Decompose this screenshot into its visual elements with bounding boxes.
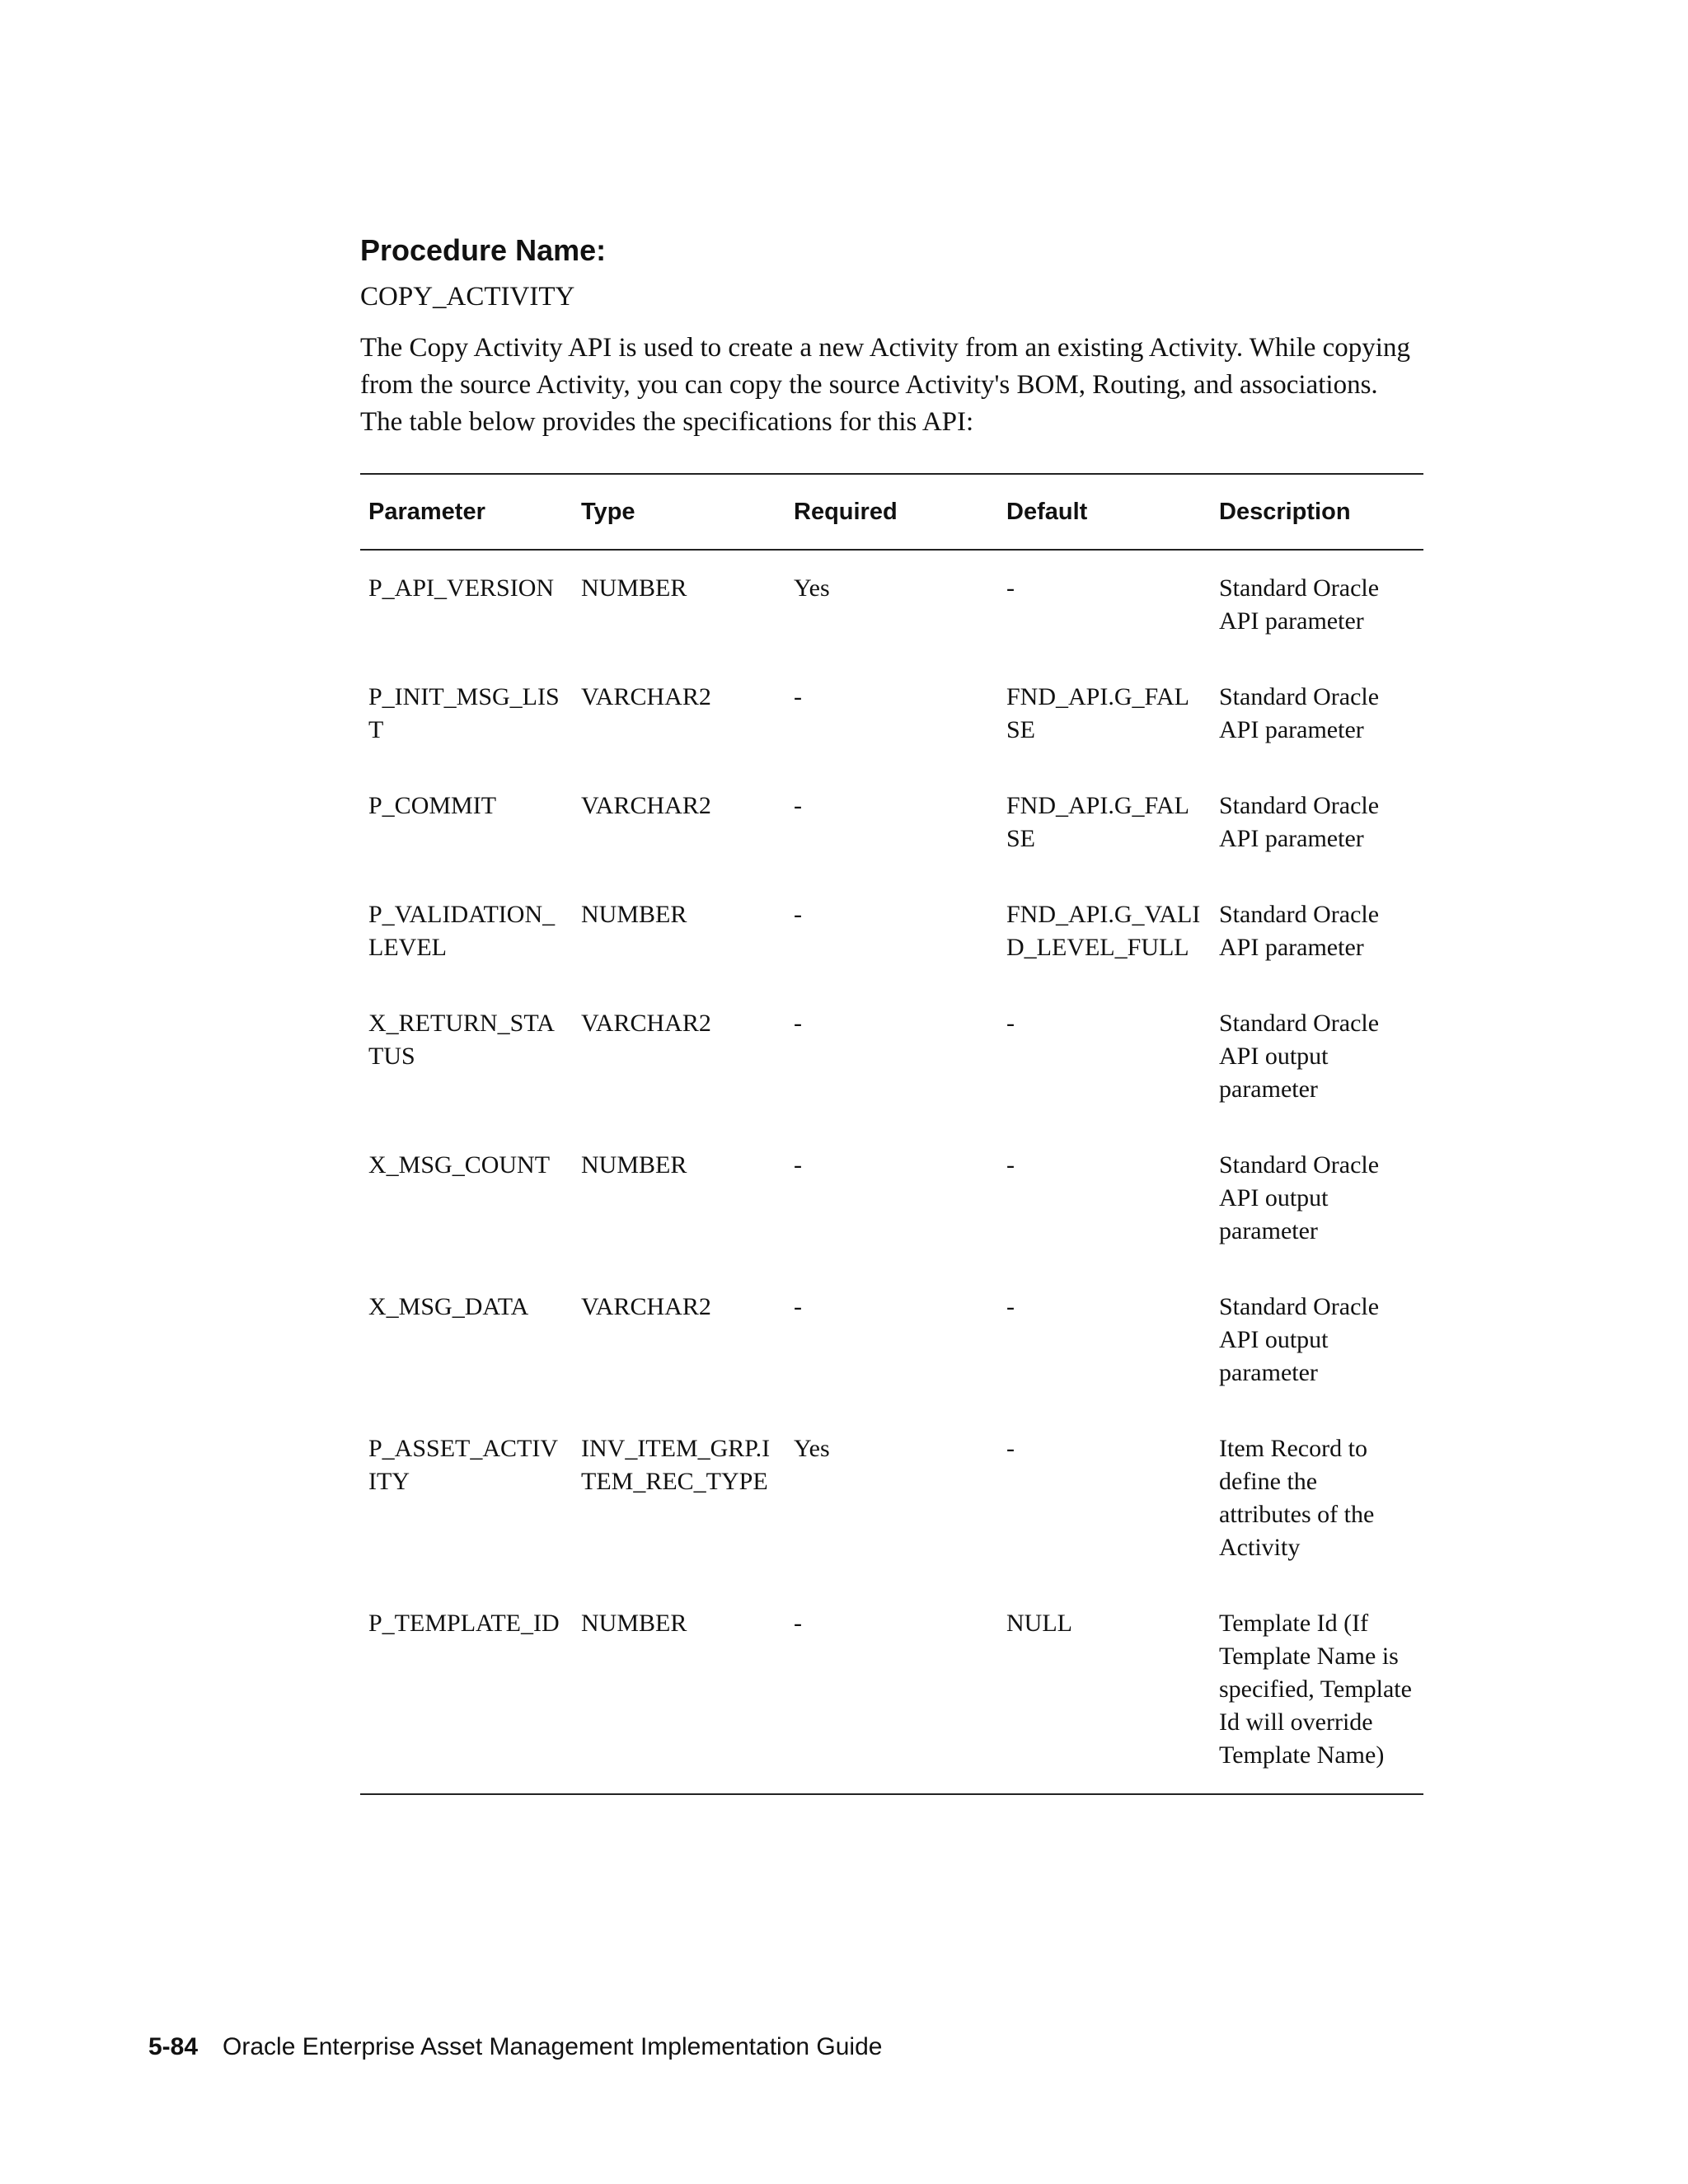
guide-title: Oracle Enterprise Asset Management Implementation Guide — [223, 2033, 883, 2060]
cell-parameter: P_ASSET_ACTIVITY — [368, 1435, 559, 1495]
cell-type: VARCHAR2 — [581, 683, 711, 710]
cell-description: Item Record to define the attributes of the Activity — [1219, 1435, 1375, 1561]
table-header-row — [360, 474, 1423, 550]
cell-type: VARCHAR2 — [581, 1293, 711, 1320]
table-row — [360, 986, 1423, 1127]
cell-parameter: P_INIT_MSG_LIST — [368, 683, 560, 743]
cell-parameter: P_TEMPLATE_ID — [368, 1610, 560, 1637]
table-row — [360, 659, 1423, 768]
header-description: Description — [1219, 498, 1351, 525]
cell-default: - — [1006, 1010, 1015, 1037]
cell-type: NUMBER — [581, 574, 687, 602]
cell-parameter: P_API_VERSION — [368, 574, 555, 602]
cell-description: Standard Oracle API parameter — [1219, 792, 1380, 852]
table-row — [360, 877, 1423, 986]
header-type: Type — [581, 498, 635, 525]
cell-required: - — [794, 1293, 802, 1320]
cell-parameter: X_MSG_DATA — [368, 1293, 529, 1320]
cell-description: Standard Oracle API output parameter — [1219, 1010, 1380, 1103]
cell-required: - — [794, 1010, 802, 1037]
cell-type: NUMBER — [581, 1151, 687, 1179]
cell-description: Standard Oracle API parameter — [1219, 901, 1380, 961]
cell-required: - — [794, 792, 802, 819]
cell-type: NUMBER — [581, 1610, 687, 1637]
api-spec-table — [360, 473, 1423, 1795]
cell-default: NULL — [1006, 1610, 1072, 1637]
cell-default: FND_API.G_FALSE — [1006, 683, 1189, 743]
cell-required: - — [794, 1151, 802, 1179]
cell-description: Standard Oracle API parameter — [1219, 574, 1380, 635]
cell-default: - — [1006, 1151, 1015, 1179]
cell-type: VARCHAR2 — [581, 1010, 711, 1037]
cell-parameter: X_RETURN_STATUS — [368, 1010, 555, 1070]
table-row — [360, 550, 1423, 659]
page-number: 5-84 — [148, 2033, 199, 2060]
cell-parameter: P_VALIDATION_LEVEL — [368, 901, 556, 961]
cell-required: - — [794, 901, 802, 928]
cell-description: Template Id (If Template Name is specified, Template Id will override Template Name) — [1219, 1610, 1412, 1769]
document-body — [360, 232, 1423, 1769]
table-row — [360, 1127, 1423, 1269]
cell-default: - — [1006, 574, 1015, 602]
table-row — [360, 1269, 1423, 1411]
cell-parameter: X_MSG_COUNT — [368, 1151, 551, 1179]
cell-description: Standard Oracle API output parameter — [1219, 1151, 1380, 1244]
cell-type: VARCHAR2 — [581, 792, 711, 819]
header-default: Default — [1006, 498, 1088, 525]
cell-description: Standard Oracle API parameter — [1219, 683, 1380, 743]
cell-parameter: P_COMMIT — [368, 792, 497, 819]
page-footer — [148, 2031, 882, 2064]
cell-default: - — [1006, 1435, 1015, 1462]
cell-required: - — [794, 683, 802, 710]
cell-type: INV_ITEM_GRP.ITEM_REC_TYPE — [581, 1435, 771, 1495]
cell-type: NUMBER — [581, 901, 687, 928]
procedure-name: COPY_ACTIVITY — [360, 282, 575, 312]
header-required: Required — [794, 498, 898, 525]
cell-required: Yes — [794, 574, 830, 602]
cell-required: - — [794, 1610, 802, 1637]
intro-paragraph: The Copy Activity API is used to create a new Activity from an existing Activity. While copying from the source Activity, you can copy the source Activity's BOM, Routing, and associations. The table below provides the specifications for this API: — [360, 333, 1410, 437]
table-row — [360, 1411, 1423, 1586]
cell-default: FND_API.G_FALSE — [1006, 792, 1189, 852]
header-parameter: Parameter — [368, 498, 485, 525]
procedure-heading: Procedure Name: — [360, 233, 607, 267]
table-row — [360, 768, 1423, 877]
table-row — [360, 1586, 1423, 1794]
cell-default: - — [1006, 1293, 1015, 1320]
cell-required: Yes — [794, 1435, 830, 1462]
cell-description: Standard Oracle API output parameter — [1219, 1293, 1380, 1386]
cell-default: FND_API.G_VALID_LEVEL_FULL — [1006, 901, 1201, 961]
